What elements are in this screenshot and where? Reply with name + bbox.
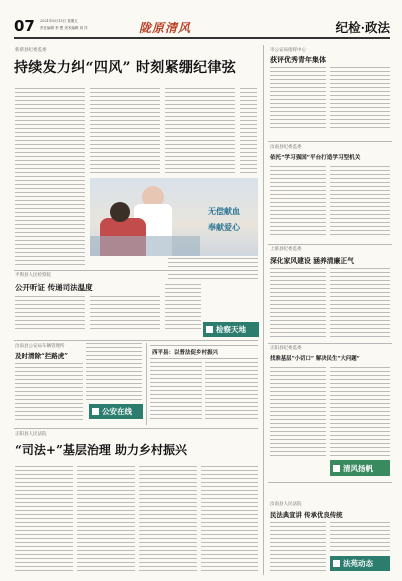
lead-body-col-4 xyxy=(240,88,257,174)
article-headline-box xyxy=(150,345,258,359)
article-body xyxy=(330,166,390,236)
article-body xyxy=(330,367,390,457)
tag-gongan xyxy=(89,404,143,419)
lead-headline: 持续发力纠“四风” 时刻紧绷纪律弦 xyxy=(14,60,237,76)
article-body xyxy=(201,466,258,572)
article-body xyxy=(150,362,202,422)
article-body xyxy=(270,166,326,236)
tag-jiancha xyxy=(203,322,259,337)
article-kicker: 汝南县人民法院 xyxy=(270,502,302,507)
article-kicker: 汝南县纪委监委 xyxy=(270,145,302,150)
article-body xyxy=(270,268,326,340)
divider xyxy=(268,141,392,142)
lead-photo xyxy=(90,178,258,256)
divider xyxy=(268,343,392,344)
section-title: 纪检·政法 xyxy=(335,20,390,35)
masthead-rule xyxy=(14,37,390,39)
square-icon xyxy=(206,326,213,333)
article-headline: 公开听证 传递司法温度 xyxy=(15,283,93,292)
lead-body-col-2 xyxy=(90,88,160,174)
lead-body-col-3 xyxy=(165,88,235,174)
article-body xyxy=(86,343,142,401)
article-body xyxy=(330,67,390,129)
photo-caption-2: 奉献爱心 xyxy=(208,222,240,232)
divider xyxy=(268,244,392,245)
article-kicker: 汝南县公安局车辆管理所 xyxy=(15,344,65,349)
article-headline: 民法典宣讲 传承优良传统 xyxy=(270,511,343,519)
divider xyxy=(268,482,392,483)
article-body xyxy=(330,522,390,552)
masthead xyxy=(14,17,390,39)
photo-caption-1: 无偿献血 xyxy=(208,206,240,216)
tag-gongan-label: 公安在线 xyxy=(102,407,132,416)
article-body xyxy=(90,296,160,332)
tag-qingfeng-label: 清风扬帆 xyxy=(343,463,373,473)
divider xyxy=(14,428,258,429)
article-headline: 深化家风建设 涵养清廉正气 xyxy=(270,257,354,265)
tag-fayuan-label: 法苑动态 xyxy=(343,559,373,568)
article-body xyxy=(77,466,135,572)
square-icon xyxy=(333,560,340,567)
paper-name: 陇原清风 xyxy=(139,21,192,35)
column-divider xyxy=(263,45,264,575)
dateline: 2021年8月13日 星期五 xyxy=(40,19,78,23)
article-body xyxy=(330,268,390,340)
tag-jiancha-label: 检察天地 xyxy=(216,325,246,334)
article-body xyxy=(270,522,326,572)
article-body xyxy=(15,296,85,332)
article-body xyxy=(270,367,326,457)
square-icon xyxy=(92,408,99,415)
article-headline: 获评优秀青年集体 xyxy=(270,55,326,64)
article-kicker: 平舆县人民检察院 xyxy=(15,273,51,278)
lead-body-col-1 xyxy=(15,88,85,266)
page-number: 07 xyxy=(14,17,35,35)
tag-fayuan xyxy=(330,556,390,571)
column-divider xyxy=(146,343,147,425)
article-kicker: 正阳县人民法院 xyxy=(15,432,47,437)
lead-kicker: 新蔡县纪委监委 xyxy=(15,48,47,53)
tag-qingfeng xyxy=(330,460,390,476)
article-headline: 依托“学习强国”平台打造学习型机关 xyxy=(270,155,361,161)
article-body xyxy=(165,284,201,332)
article-body xyxy=(205,362,258,422)
article-body xyxy=(15,466,73,572)
article-headline: 找准基层“小切口” 解决民生“大问题” xyxy=(270,356,360,362)
photo-notes xyxy=(168,258,258,280)
article-headline: 西平县：以普法促乡村振兴 xyxy=(152,350,219,356)
article-body xyxy=(270,67,326,129)
divider xyxy=(14,270,258,271)
article-headline: 及时清除“拦路虎” xyxy=(15,352,68,360)
article-kicker: 上蔡县纪委监委 xyxy=(270,247,302,252)
square-icon xyxy=(333,465,340,472)
article-kicker: 市公安局指挥中心 xyxy=(270,48,306,53)
article-body xyxy=(15,363,83,421)
article-body xyxy=(139,466,197,572)
article-kicker: 正阳县纪委监委 xyxy=(270,346,302,351)
divider xyxy=(14,340,258,341)
editor-line: 责任编辑 李 想 美术编辑 刘 洋 xyxy=(40,26,88,30)
article-headline: “司法+”基层治理 助力乡村振兴 xyxy=(15,443,188,457)
